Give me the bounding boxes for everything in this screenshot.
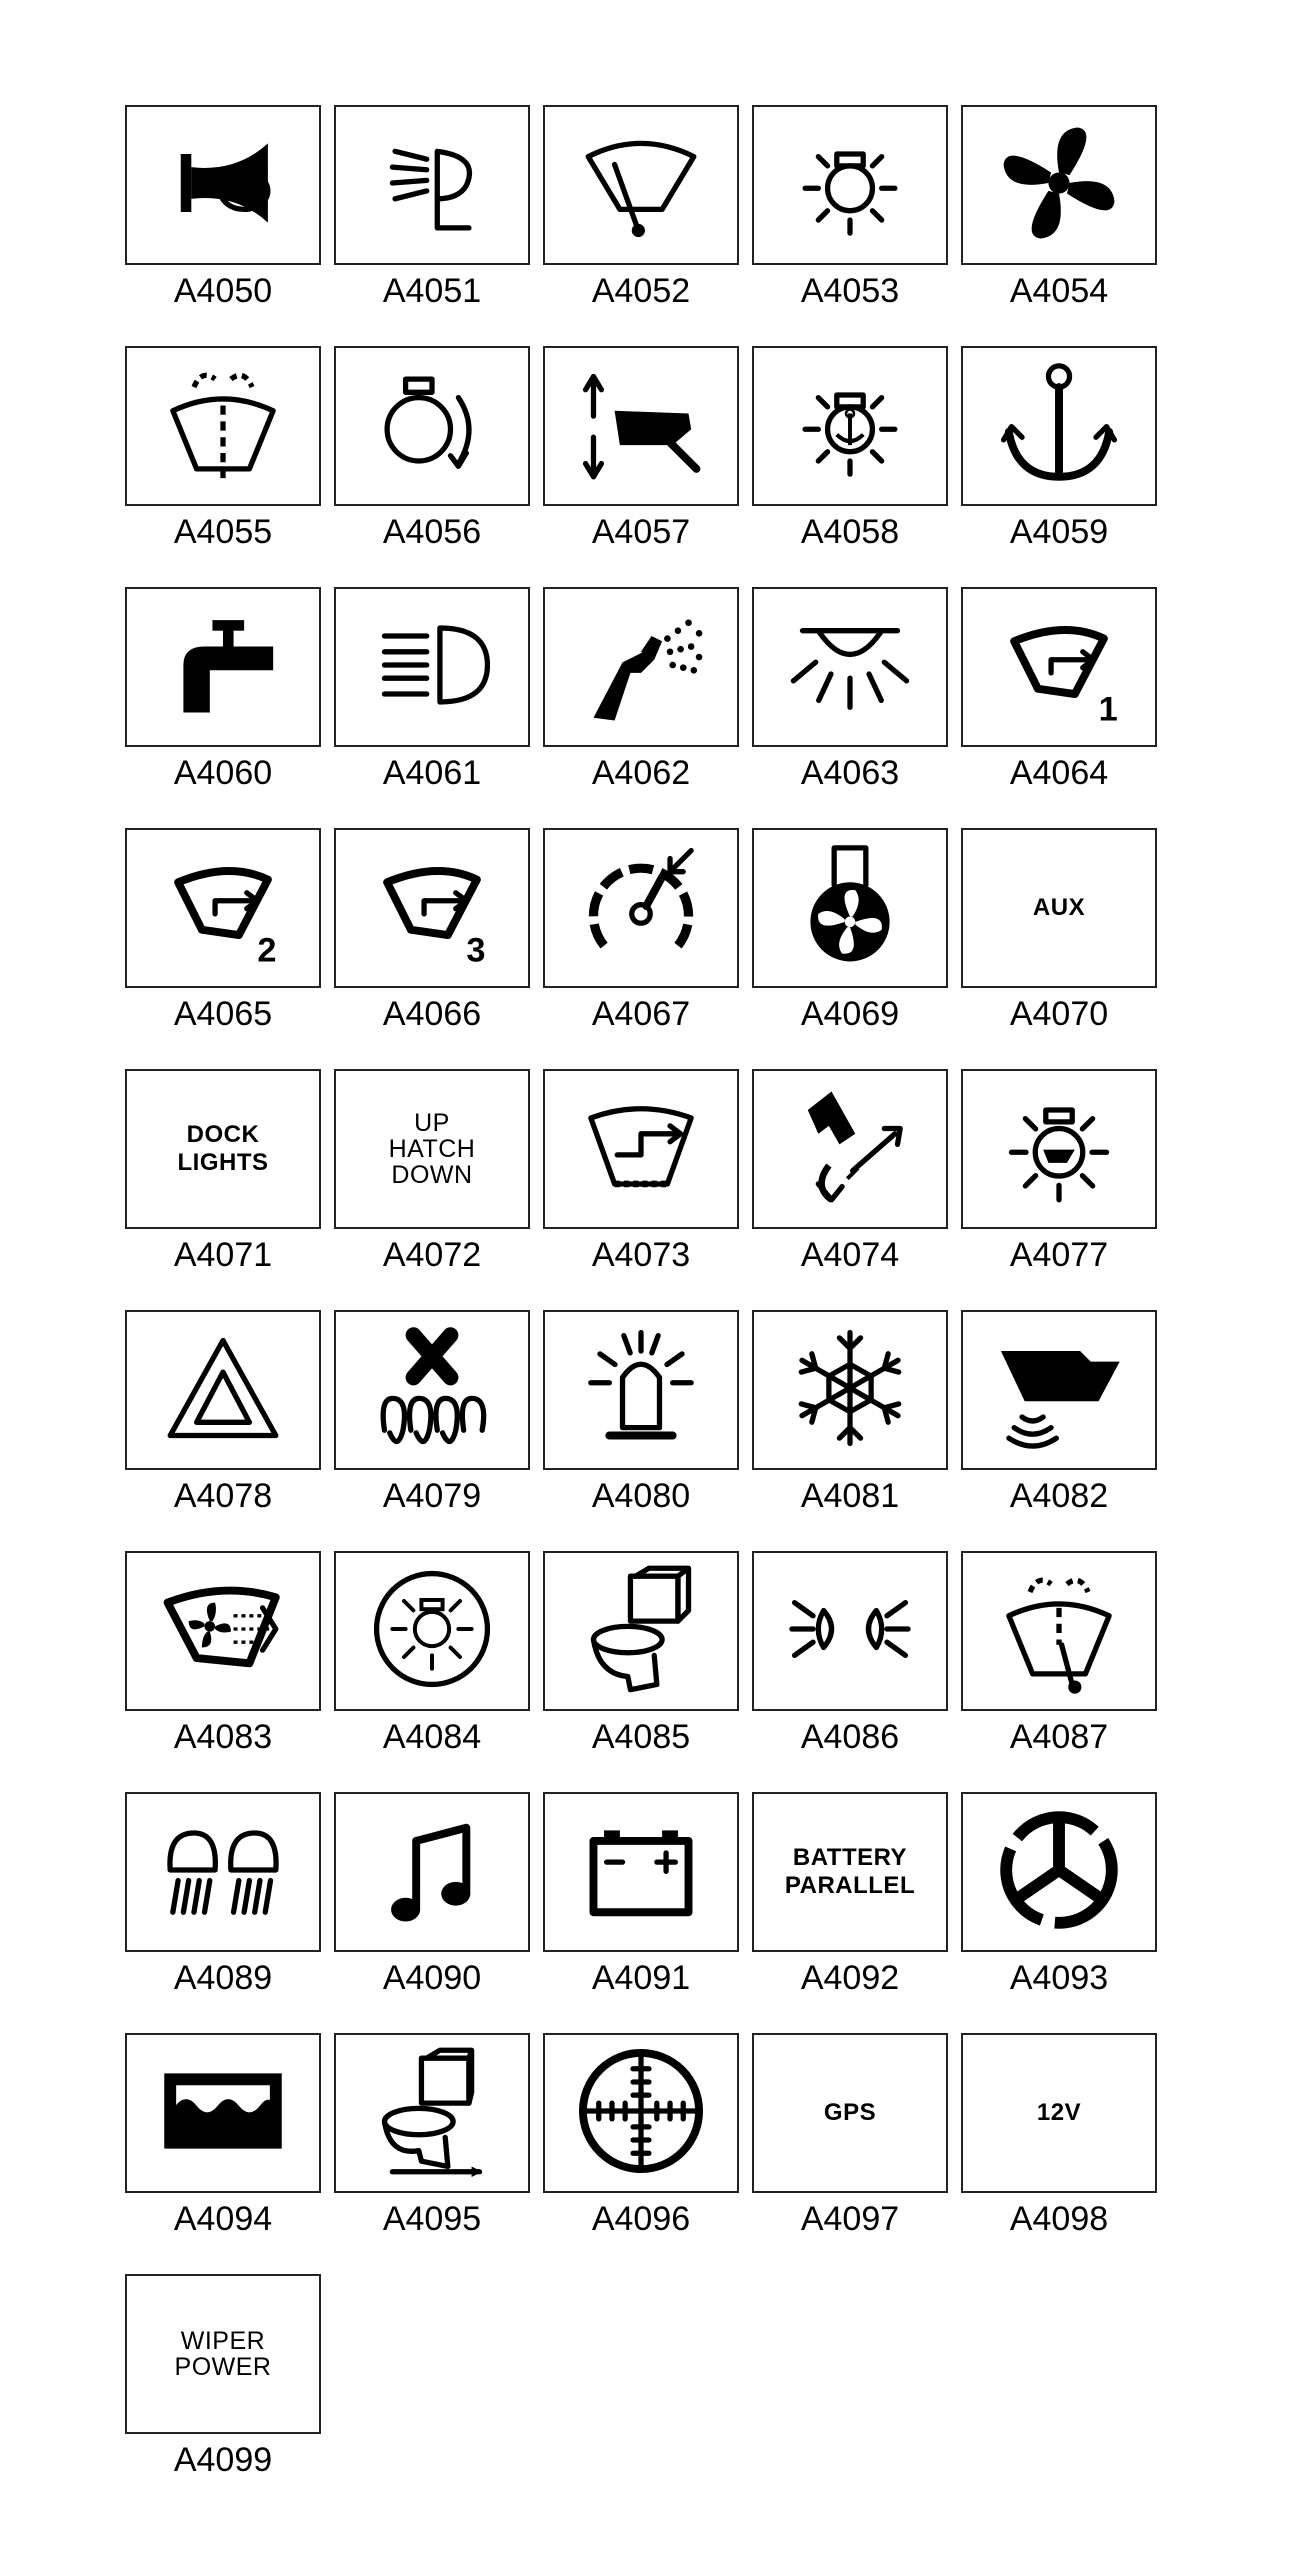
beacon-light-icon	[575, 1322, 707, 1459]
symbol-tile-a4064[interactable]	[961, 587, 1157, 747]
symbol-tile-a4058[interactable]	[752, 346, 948, 506]
wiper-1-icon	[993, 599, 1125, 736]
symbol-tile-a4094[interactable]	[125, 2033, 321, 2193]
symbol-code: A4060	[173, 754, 273, 792]
symbol-tile-a4098[interactable]	[961, 2033, 1157, 2193]
symbol-tile-a4060[interactable]	[125, 587, 321, 747]
symbol-code: A4086	[800, 1718, 900, 1756]
symbol-text-label: AUX	[1032, 894, 1086, 922]
symbol-tile-a4095[interactable]	[334, 2033, 530, 2193]
symbol-code: A4096	[591, 2200, 691, 2238]
symbol-tile-a4059[interactable]	[961, 346, 1157, 506]
symbol-code: A4089	[173, 1959, 273, 1997]
symbol-code: A4069	[800, 995, 900, 1033]
toilet-flush-icon	[366, 2045, 498, 2182]
symbol-code: A4083	[173, 1718, 273, 1756]
symbol-tile-a4067[interactable]	[543, 828, 739, 988]
washer-wiper-alt-icon	[993, 1563, 1125, 1700]
symbol-code: A4093	[1009, 1959, 1109, 1997]
propeller-fan-icon	[993, 117, 1125, 254]
symbol-code: A4071	[173, 1236, 273, 1274]
symbol-code: A4080	[591, 1477, 691, 1515]
symbol-code: A4084	[382, 1718, 482, 1756]
gauge-icon	[575, 840, 707, 977]
symbol-code: A4078	[173, 1477, 273, 1515]
symbol-tile-a4093[interactable]	[961, 1792, 1157, 1952]
symbol-code: A4066	[382, 995, 482, 1033]
faucet-icon	[157, 599, 289, 736]
trim-tabs-icon	[575, 358, 707, 495]
wiper-3-icon	[366, 840, 498, 977]
symbol-tile-a4073[interactable]	[543, 1069, 739, 1229]
symbol-code: A4050	[173, 272, 273, 310]
symbol-code: A4090	[382, 1959, 482, 1997]
svg-text:2: 2	[257, 930, 277, 969]
boat-light-icon	[993, 1081, 1125, 1218]
symbol-tile-a4065[interactable]	[125, 828, 321, 988]
battery-icon	[575, 1804, 707, 1941]
snowflake-icon	[784, 1322, 916, 1459]
horn-icon	[157, 117, 289, 254]
symbol-tile-a4086[interactable]	[752, 1551, 948, 1711]
symbol-code: A4085	[591, 1718, 691, 1756]
symbol-text-label: 12V	[1036, 2099, 1082, 2127]
symbol-tile-a4063[interactable]	[752, 587, 948, 747]
symbol-code: A4052	[591, 272, 691, 310]
symbol-code: A4057	[591, 513, 691, 551]
symbol-code: A4077	[1009, 1236, 1109, 1274]
music-note-icon	[366, 1804, 498, 1941]
symbol-tile-a4091[interactable]	[543, 1792, 739, 1952]
symbol-text-label: DOCK LIGHTS	[177, 1121, 269, 1176]
symbol-tile-a4062[interactable]	[543, 587, 739, 747]
symbol-code: A4070	[1009, 995, 1109, 1033]
symbol-tile-a4070[interactable]	[961, 828, 1157, 988]
symbol-code: A4062	[591, 754, 691, 792]
svg-text:1: 1	[1098, 689, 1118, 728]
wiper-icon	[575, 117, 707, 254]
symbol-code: A4055	[173, 513, 273, 551]
symbol-text-label: UP HATCH DOWN	[388, 1108, 476, 1190]
courtesy-light-icon	[784, 117, 916, 254]
symbol-tile-a4052[interactable]	[543, 105, 739, 265]
anchor-light-icon	[784, 358, 916, 495]
symbol-code: A4091	[591, 1959, 691, 1997]
symbol-code: A4058	[800, 513, 900, 551]
steering-wheel-icon	[993, 1804, 1125, 1941]
hazard-triangle-icon	[157, 1322, 289, 1459]
symbol-tile-a4051[interactable]	[334, 105, 530, 265]
symbol-tile-a4053[interactable]	[752, 105, 948, 265]
toilet-icon	[575, 1563, 707, 1700]
symbol-tile-a4081[interactable]	[752, 1310, 948, 1470]
wiper-2-icon	[157, 840, 289, 977]
symbol-code: A4074	[800, 1236, 900, 1274]
boat-sonar-icon	[993, 1322, 1125, 1459]
symbol-text-label: GPS	[823, 2099, 877, 2127]
symbol-tile-a4083[interactable]	[125, 1551, 321, 1711]
fog-lights-icon	[157, 1804, 289, 1941]
tilt-lever-icon	[784, 1081, 916, 1218]
symbol-code: A4054	[1009, 272, 1109, 310]
symbol-tile-a4050[interactable]	[125, 105, 321, 265]
symbol-tile-a4077[interactable]	[961, 1069, 1157, 1229]
overhead-light-icon	[784, 599, 916, 736]
circle-light-icon	[366, 1563, 498, 1700]
symbol-tile-a4072[interactable]	[334, 1069, 530, 1229]
symbol-tile-a4069[interactable]	[752, 828, 948, 988]
symbol-code: A4061	[382, 754, 482, 792]
washdown-spray-icon	[575, 599, 707, 736]
symbol-text-label: WIPER POWER	[174, 2326, 272, 2381]
symbol-tile-a4082[interactable]	[961, 1310, 1157, 1470]
symbol-tile-a4089[interactable]	[125, 1792, 321, 1952]
heater-coil-icon	[366, 1322, 498, 1459]
symbol-text-label: BATTERY PARALLEL	[784, 1844, 916, 1899]
symbol-tile-a4080[interactable]	[543, 1310, 739, 1470]
symbol-tile-a4090[interactable]	[334, 1792, 530, 1952]
symbol-tile-a4092[interactable]	[752, 1792, 948, 1952]
anchor-icon	[993, 358, 1125, 495]
symbol-code: A4073	[591, 1236, 691, 1274]
symbol-code: A4064	[1009, 754, 1109, 792]
symbol-code: A4094	[173, 2200, 273, 2238]
symbol-code: A4097	[800, 2200, 900, 2238]
symbol-code: A4095	[382, 2200, 482, 2238]
headlight-icon	[366, 599, 498, 736]
bilge-blower-icon	[784, 840, 916, 977]
symbol-code: A4053	[800, 272, 900, 310]
crosshair-icon	[575, 2045, 707, 2182]
symbol-code: A4098	[1009, 2200, 1109, 2238]
symbol-code: A4067	[591, 995, 691, 1033]
symbol-code: A4081	[800, 1477, 900, 1515]
symbol-tile-a4078[interactable]	[125, 1310, 321, 1470]
symbol-tile-a4055[interactable]	[125, 346, 321, 506]
symbol-tile-a4066[interactable]	[334, 828, 530, 988]
spotlight-icon	[366, 117, 498, 254]
symbol-code: A4056	[382, 513, 482, 551]
side-lights-icon	[784, 1563, 916, 1700]
defrost-fan-icon	[157, 1563, 289, 1700]
water-tank-icon	[157, 2045, 289, 2182]
symbol-code: A4099	[173, 2441, 273, 2479]
rotating-light-icon	[366, 358, 498, 495]
symbol-tile-a4097[interactable]	[752, 2033, 948, 2193]
symbol-tile-a4074[interactable]	[752, 1069, 948, 1229]
symbol-code: A4063	[800, 754, 900, 792]
svg-text:3: 3	[466, 930, 486, 969]
symbol-tile-a4096[interactable]	[543, 2033, 739, 2193]
symbol-tile-a4057[interactable]	[543, 346, 739, 506]
symbol-tile-a4054[interactable]	[961, 105, 1157, 265]
wiper-arrow-icon	[575, 1081, 707, 1218]
symbol-tile-a4099[interactable]	[125, 2274, 321, 2434]
symbol-code: A4082	[1009, 1477, 1109, 1515]
washer-wiper-icon	[157, 358, 289, 495]
symbol-tile-a4061[interactable]	[334, 587, 530, 747]
symbol-code: A4065	[173, 995, 273, 1033]
symbol-code: A4079	[382, 1477, 482, 1515]
symbol-code: A4059	[1009, 513, 1109, 551]
symbol-tile-a4071[interactable]	[125, 1069, 321, 1229]
symbol-tile-a4079[interactable]	[334, 1310, 530, 1470]
symbol-tile-a4085[interactable]	[543, 1551, 739, 1711]
symbol-code: A4051	[382, 272, 482, 310]
symbol-code: A4087	[1009, 1718, 1109, 1756]
symbol-tile-a4084[interactable]	[334, 1551, 530, 1711]
symbol-tile-a4087[interactable]	[961, 1551, 1157, 1711]
symbol-code: A4072	[382, 1236, 482, 1274]
symbol-tile-a4056[interactable]	[334, 346, 530, 506]
symbol-code: A4092	[800, 1959, 900, 1997]
